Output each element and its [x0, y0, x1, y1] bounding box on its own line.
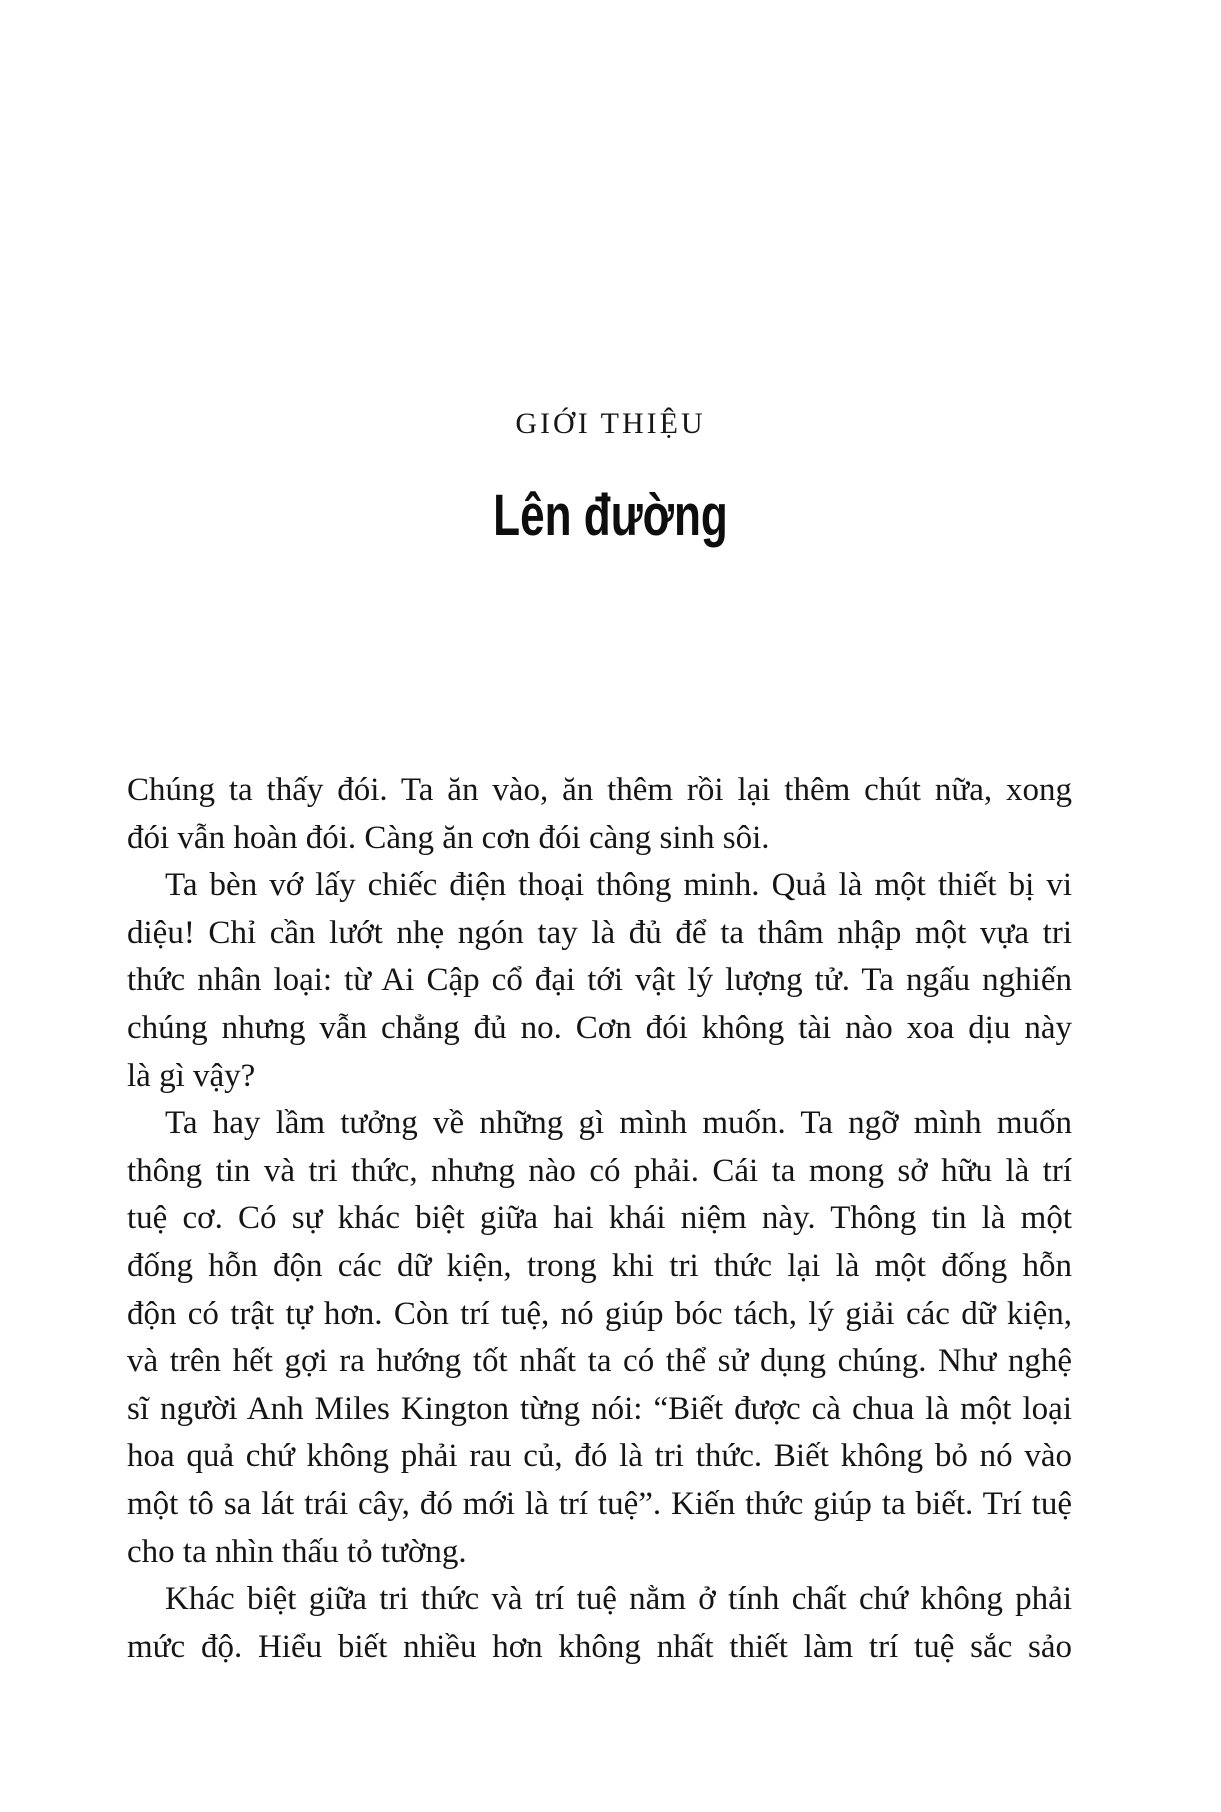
chapter-title: Lên đường: [493, 483, 728, 548]
paragraph: [127, 1100, 1072, 1576]
text-line: là gì vậy?: [127, 1057, 256, 1094]
text-line: tuệ cơ. Có sự khác biệt giữa hai khái niệm này. Thông tin là một: [127, 1200, 1072, 1237]
text-line: Ta hay lầm tưởng về những gì mình muốn. Ta ngỡ mình muốn: [165, 1105, 1072, 1142]
text-line: và trên hết gợi ra hướng tốt nhất ta có thể sử dụng chúng. Như nghệ: [127, 1343, 1072, 1380]
text-line: Ta bèn vớ lấy chiếc điện thoại thông minh. Quả là một thiết bị vi: [165, 867, 1072, 904]
text-line: Chúng ta thấy đói. Ta ăn vào, ăn thêm rồi lại thêm chút nữa, xong: [127, 772, 1072, 808]
section-kicker: GIỚI THIỆU: [515, 407, 706, 440]
text-line: đống hỗn độn các dữ kiện, trong khi tri thức lại là một đống hỗn: [127, 1247, 1072, 1284]
text-line: một tô sa lát trái cây, đó mới là trí tuệ”. Kiến thức giúp ta biết. Trí tuệ: [127, 1485, 1072, 1522]
text-line: diệu! Chỉ cần lướt nhẹ ngón tay là đủ để ta thâm nhập một vựa tri: [127, 914, 1072, 951]
text-line: chúng nhưng vẫn chẳng đủ no. Cơn đói không tài nào xoa dịu này: [127, 1009, 1072, 1046]
body-text: [127, 767, 1072, 1671]
text-line: sĩ người Anh Miles Kington từng nói: “Biết được cà chua là một loại: [127, 1390, 1072, 1427]
text-line: độn có trật tự hơn. Còn trí tuệ, nó giúp bóc tách, lý giải các dữ kiện,: [127, 1295, 1072, 1332]
text-line: đói vẫn hoàn đói. Càng ăn cơn đói càng sinh sôi.: [127, 819, 770, 856]
paragraph: [127, 1576, 1072, 1671]
paragraph: [127, 767, 1072, 862]
paragraph: [127, 862, 1072, 1100]
text-line: mức độ. Hiểu biết nhiều hơn không nhất thiết làm trí tuệ sắc sảo: [127, 1628, 1072, 1665]
text-line: Khác biệt giữa tri thức và trí tuệ nằm ở tính chất chứ không phải: [165, 1581, 1072, 1618]
text-line: thức nhân loại: từ Ai Cập cổ đại tới vật lý lượng tử. Ta ngấu nghiến: [127, 962, 1072, 999]
text-line: thông tin và tri thức, nhưng nào có phải. Cái ta mong sở hữu là trí: [127, 1152, 1072, 1189]
text-line: cho ta nhìn thấu tỏ tường.: [127, 1533, 467, 1570]
text-line: hoa quả chứ không phải rau củ, đó là tri thức. Biết không bỏ nó vào: [127, 1438, 1072, 1475]
